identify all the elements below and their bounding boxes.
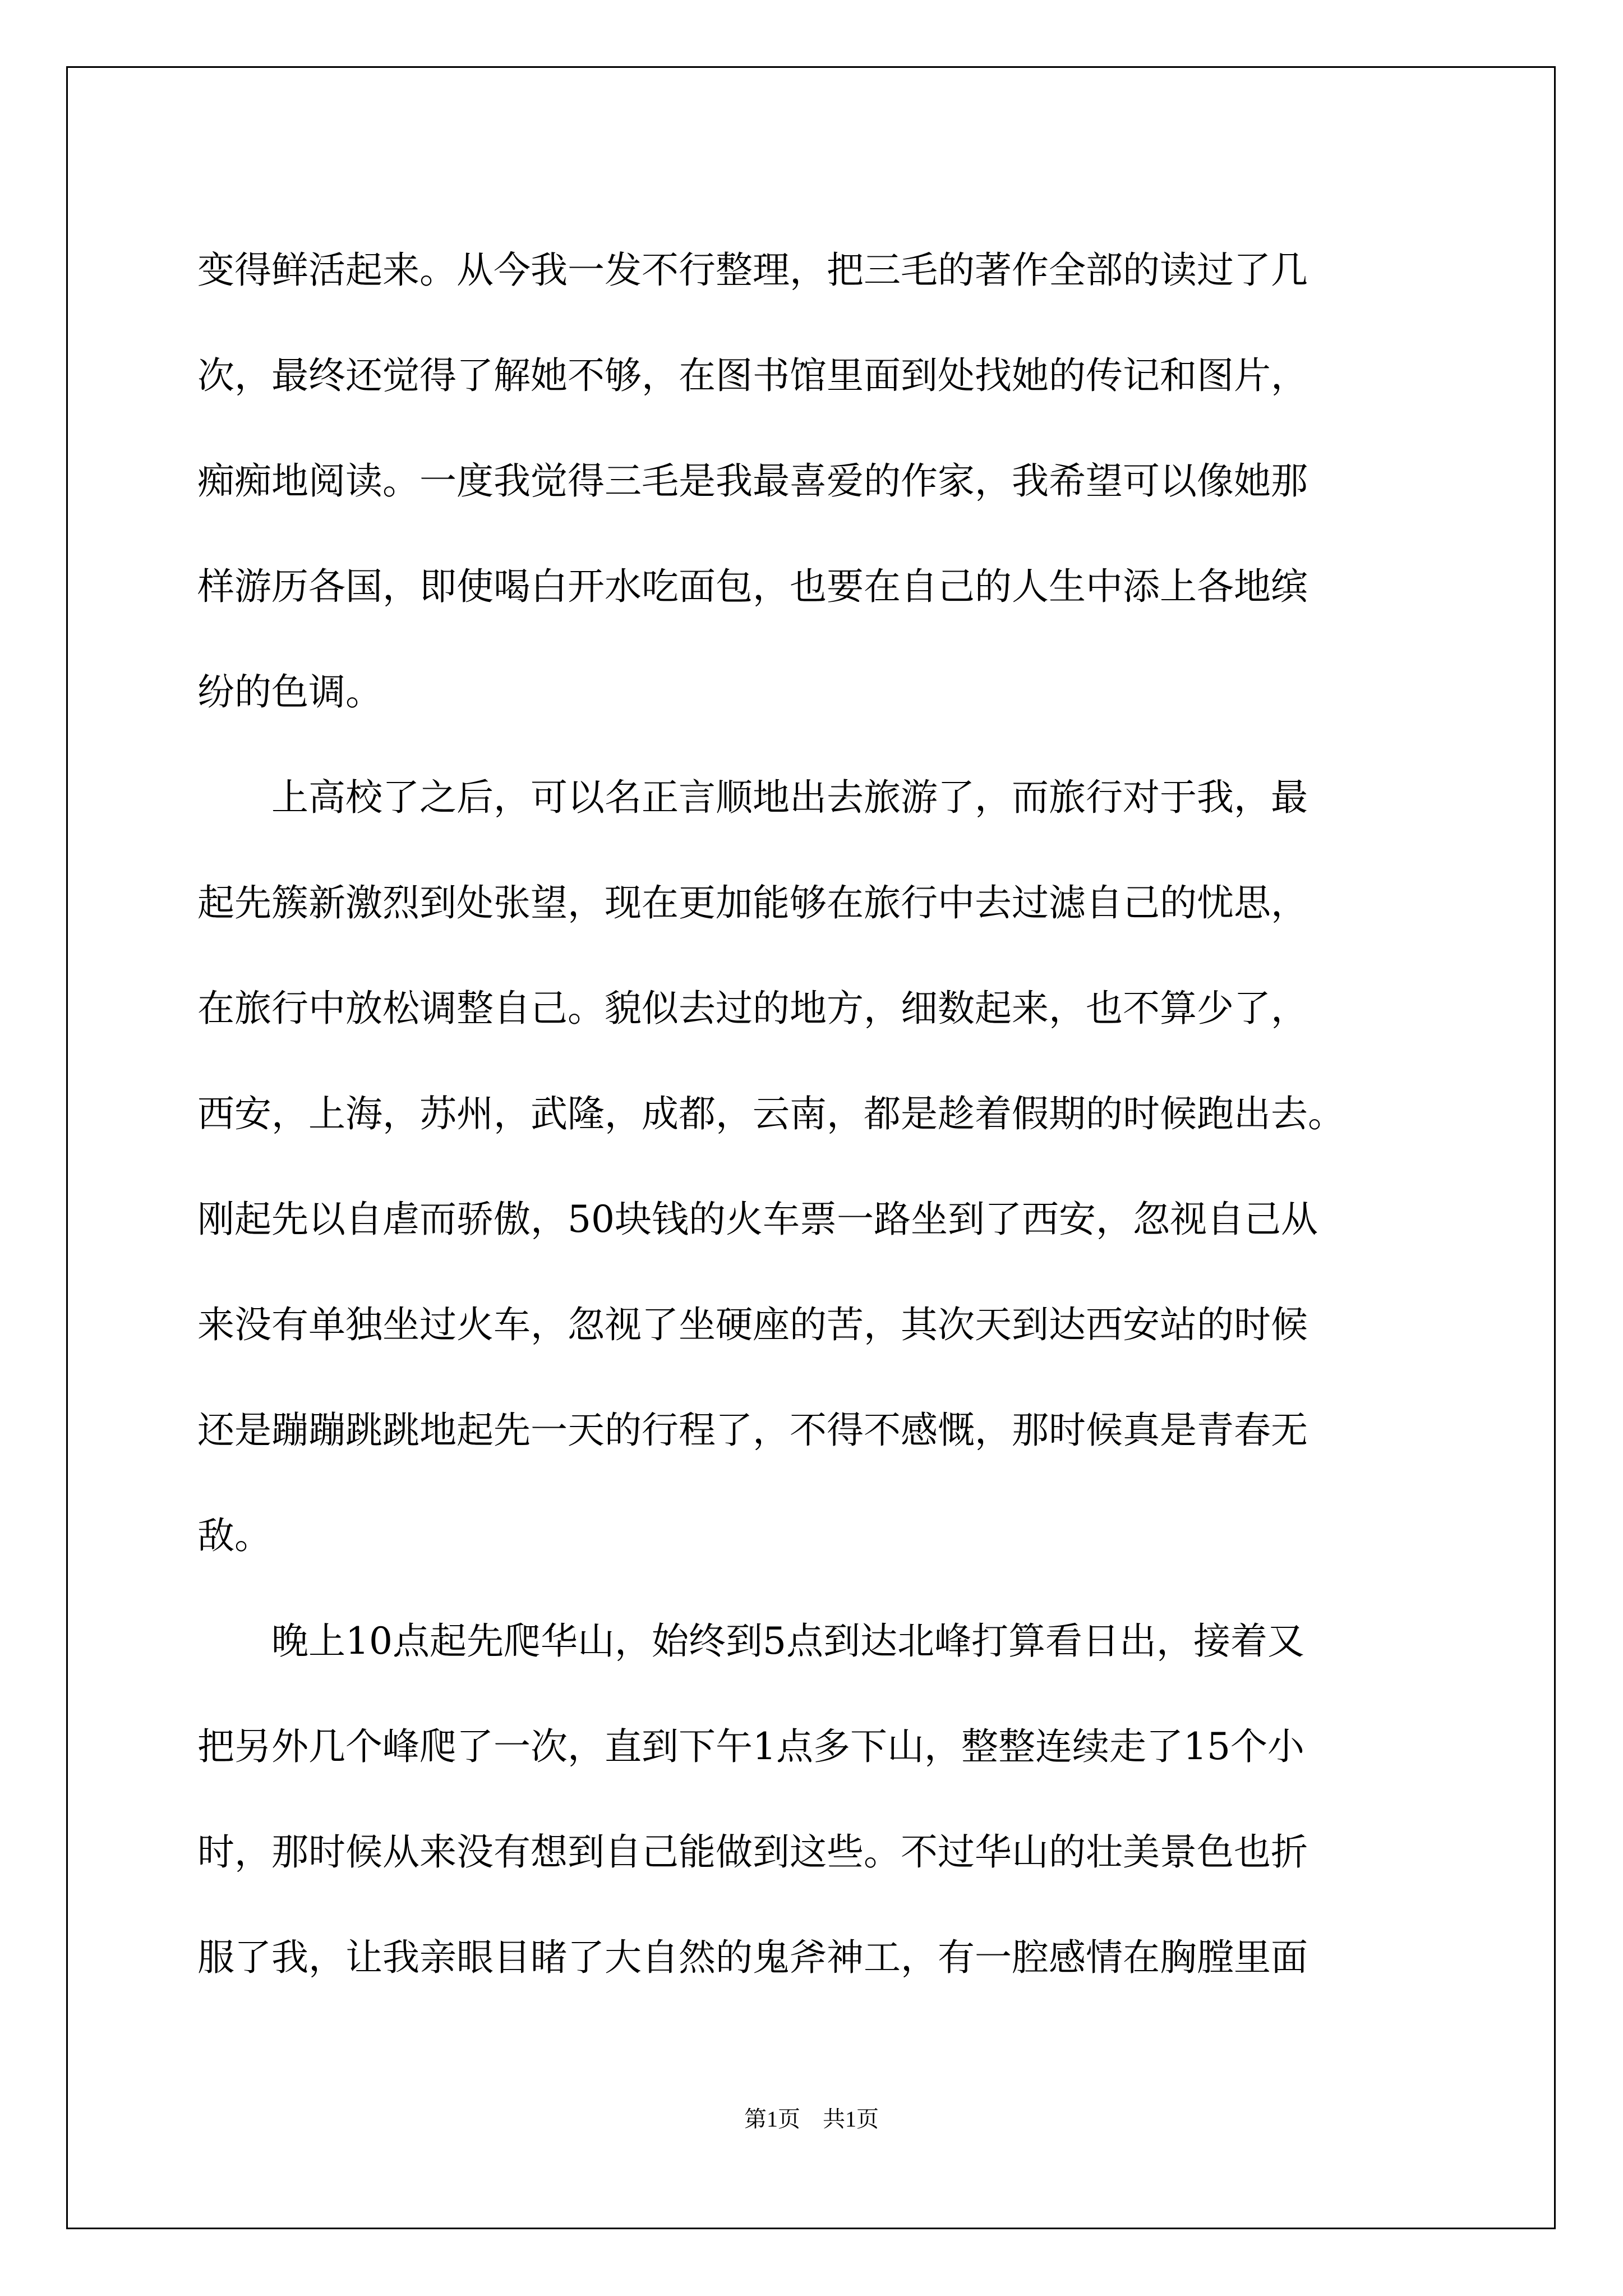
document-body [197, 218, 1431, 2010]
text-line: 纷的色调。 [197, 670, 382, 714]
text-line: 西安，上海，苏州，武隆，成都，云南，都是趁着假期的时候跑出去。 [197, 1092, 1345, 1135]
text-line: 起先簇新激烈到处张望，现在更加能够在旅行中去过滤自己的忧思， [197, 881, 1308, 924]
text-line: 来没有单独坐过火车，忽视了坐硬座的苦，其次天到达西安站的时候 [197, 1303, 1308, 1346]
page-footer: 第1页 共1页 [744, 2106, 879, 2132]
text-line: 还是蹦蹦跳跳地起先一天的行程了，不得不感慨，那时候真是青春无 [197, 1409, 1308, 1452]
text-line: 服了我，让我亲眼目睹了大自然的鬼斧神工，有一腔感情在胸膛里面 [197, 1936, 1308, 1979]
text-line: 痴痴地阅读。一度我觉得三毛是我最喜爱的作家，我希望可以像她那 [197, 459, 1308, 503]
text-line: 样游历各国，即使喝白开水吃面包，也要在自己的人生中添上各地缤 [197, 565, 1308, 608]
text-line: 敌。 [197, 1514, 271, 1557]
text-line: 把另外几个峰爬了一次，直到下午1点多下山，整整连续走了15个小 [197, 1725, 1304, 1768]
text-line: 晚上10点起先爬华山，始终到5点到达北峰打算看日出，接着又 [197, 1619, 1304, 1663]
text-line: 时，那时候从来没有想到自己能做到这些。不过华山的壮美景色也折 [197, 1830, 1308, 1874]
text-line: 变得鲜活起来。从今我一发不行整理，把三毛的著作全部的读过了几 [197, 249, 1308, 292]
text-line: 次，最终还觉得了解她不够，在图书馆里面到处找她的传记和图片， [197, 354, 1308, 397]
text-line: 刚起先以自虐而骄傲，50块钱的火车票一路坐到了西安，忽视自己从 [197, 1198, 1318, 1241]
text-line: 在旅行中放松调整自己。貌似去过的地方，细数起来，也不算少了， [197, 987, 1308, 1030]
text-line: 上高校了之后，可以名正言顺地出去旅游了，而旅行对于我，最 [197, 776, 1308, 819]
